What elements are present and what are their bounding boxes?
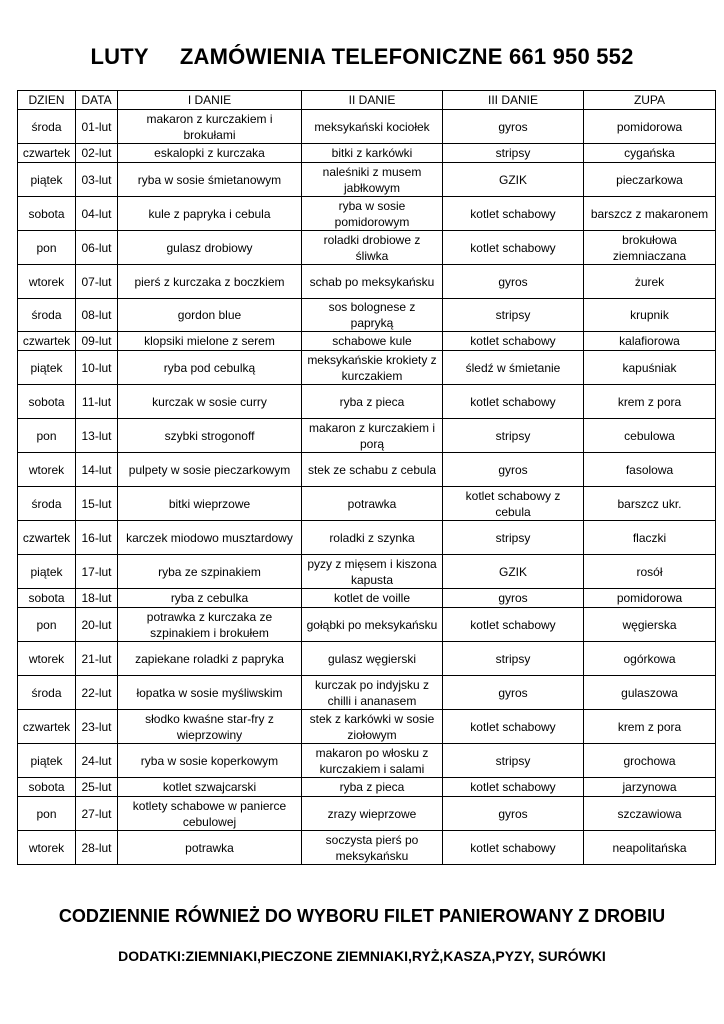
header-soup: ZUPA	[584, 91, 716, 110]
cell-date: 04-lut	[76, 197, 118, 231]
cell-day: środa	[18, 487, 76, 521]
cell-day: wtorek	[18, 453, 76, 487]
cell-third-course: stripsy	[443, 642, 584, 676]
cell-soup: kapuśniak	[584, 351, 716, 385]
cell-second-course: stek z karkówki w sosie ziołowym	[302, 710, 443, 744]
cell-second-course: soczysta pierś po meksykańsku	[302, 831, 443, 865]
cell-date: 25-lut	[76, 778, 118, 797]
cell-soup: rosół	[584, 555, 716, 589]
cell-third-course: stripsy	[443, 299, 584, 332]
cell-day: czwartek	[18, 521, 76, 555]
cell-third-course: gyros	[443, 676, 584, 710]
cell-first-course: ryba w sosie śmietanowym	[118, 163, 302, 197]
table-row	[18, 163, 716, 197]
cell-soup: krupnik	[584, 299, 716, 332]
cell-first-course: pulpety w sosie pieczarkowym	[118, 453, 302, 487]
daily-option-note: CODZIENNIE RÓWNIEŻ DO WYBORU FILET PANIEROWANY Z DROBIU	[58, 906, 666, 926]
cell-day: pon	[18, 797, 76, 831]
cell-date: 15-lut	[76, 487, 118, 521]
cell-day: pon	[18, 419, 76, 453]
cell-date: 13-lut	[76, 419, 118, 453]
cell-third-course: kotlet schabowy	[443, 231, 584, 265]
cell-soup: szczawiowa	[584, 797, 716, 831]
header-day: DZIEN	[18, 91, 76, 110]
cell-second-course: schabowe kule	[302, 332, 443, 351]
table-row	[18, 521, 716, 555]
cell-first-course: potrawka	[118, 831, 302, 865]
table-row	[18, 299, 716, 332]
cell-date: 06-lut	[76, 231, 118, 265]
table-row	[18, 555, 716, 589]
cell-day: sobota	[18, 385, 76, 419]
cell-soup: cygańska	[584, 144, 716, 163]
cell-date: 21-lut	[76, 642, 118, 676]
page-title: LUTY ZAMÓWIENIA TELEFONICZNE 661 950 552	[90, 44, 634, 69]
cell-soup: węgierska	[584, 608, 716, 642]
header-row	[18, 91, 716, 110]
cell-soup: krem z pora	[584, 385, 716, 419]
cell-day: czwartek	[18, 332, 76, 351]
cell-third-course: stripsy	[443, 419, 584, 453]
table-row	[18, 144, 716, 163]
cell-soup: ogórkowa	[584, 642, 716, 676]
cell-second-course: sos bolognese z papryką	[302, 299, 443, 332]
cell-first-course: gulasz drobiowy	[118, 231, 302, 265]
table-row	[18, 831, 716, 865]
table-row	[18, 676, 716, 710]
table-row	[18, 487, 716, 521]
cell-first-course: klopsiki mielone z serem	[118, 332, 302, 351]
cell-second-course: makaron po włosku z kurczakiem i salami	[302, 744, 443, 778]
cell-day: czwartek	[18, 144, 76, 163]
cell-third-course: śledź w śmietanie	[443, 351, 584, 385]
cell-third-course: gyros	[443, 797, 584, 831]
cell-third-course: kotlet schabowy	[443, 608, 584, 642]
header-third-course: III DANIE	[443, 91, 584, 110]
cell-second-course: ryba z pieca	[302, 385, 443, 419]
cell-second-course: roladki drobiowe z śliwka	[302, 231, 443, 265]
table-row	[18, 110, 716, 144]
cell-second-course: bitki z karkówki	[302, 144, 443, 163]
menu-table-header	[18, 91, 716, 110]
cell-date: 20-lut	[76, 608, 118, 642]
cell-second-course: ryba z pieca	[302, 778, 443, 797]
cell-second-course: kurczak po indyjsku z chilli i ananasem	[302, 676, 443, 710]
cell-third-course: kotlet schabowy	[443, 332, 584, 351]
cell-soup: żurek	[584, 265, 716, 299]
cell-date: 28-lut	[76, 831, 118, 865]
cell-day: środa	[18, 299, 76, 332]
cell-third-course: kotlet schabowy	[443, 385, 584, 419]
cell-second-course: potrawka	[302, 487, 443, 521]
table-row	[18, 744, 716, 778]
cell-soup: neapolitańska	[584, 831, 716, 865]
cell-day: pon	[18, 231, 76, 265]
table-row	[18, 778, 716, 797]
cell-first-course: ryba z cebulka	[118, 589, 302, 608]
cell-second-course: zrazy wieprzowe	[302, 797, 443, 831]
cell-second-course: makaron z kurczakiem i porą	[302, 419, 443, 453]
cell-date: 08-lut	[76, 299, 118, 332]
cell-date: 09-lut	[76, 332, 118, 351]
cell-soup: krem z pora	[584, 710, 716, 744]
cell-date: 14-lut	[76, 453, 118, 487]
cell-second-course: roladki z szynka	[302, 521, 443, 555]
cell-date: 16-lut	[76, 521, 118, 555]
cell-first-course: ryba pod cebulką	[118, 351, 302, 385]
cell-second-course: gulasz węgierski	[302, 642, 443, 676]
table-row	[18, 231, 716, 265]
cell-third-course: kotlet schabowy	[443, 197, 584, 231]
cell-day: piątek	[18, 163, 76, 197]
cell-first-course: słodko kwaśne star-fry z wieprzowiny	[118, 710, 302, 744]
cell-third-course: gyros	[443, 110, 584, 144]
cell-day: wtorek	[18, 831, 76, 865]
cell-soup: barszcz ukr.	[584, 487, 716, 521]
cell-soup: brokułowa ziemniaczana	[584, 231, 716, 265]
table-row	[18, 608, 716, 642]
cell-soup: pomidorowa	[584, 589, 716, 608]
cell-day: sobota	[18, 197, 76, 231]
cell-first-course: kurczak w sosie curry	[118, 385, 302, 419]
cell-soup: fasolowa	[584, 453, 716, 487]
cell-second-course: ryba w sosie pomidorowym	[302, 197, 443, 231]
cell-soup: grochowa	[584, 744, 716, 778]
cell-soup: pomidorowa	[584, 110, 716, 144]
table-row	[18, 419, 716, 453]
table-row	[18, 589, 716, 608]
cell-date: 18-lut	[76, 589, 118, 608]
cell-date: 10-lut	[76, 351, 118, 385]
table-row	[18, 453, 716, 487]
cell-third-course: kotlet schabowy z cebula	[443, 487, 584, 521]
cell-second-course: meksykańskie krokiety z kurczakiem	[302, 351, 443, 385]
cell-third-course: gyros	[443, 589, 584, 608]
table-row	[18, 710, 716, 744]
cell-first-course: łopatka w sosie myśliwskim	[118, 676, 302, 710]
menu-table-body	[18, 110, 716, 865]
cell-second-course: gołąbki po meksykańsku	[302, 608, 443, 642]
cell-date: 24-lut	[76, 744, 118, 778]
cell-third-course: stripsy	[443, 744, 584, 778]
cell-second-course: schab po meksykańsku	[302, 265, 443, 299]
cell-date: 07-lut	[76, 265, 118, 299]
cell-second-course: pyzy z mięsem i kiszona kapusta	[302, 555, 443, 589]
cell-third-course: stripsy	[443, 144, 584, 163]
table-row	[18, 385, 716, 419]
cell-date: 27-lut	[76, 797, 118, 831]
cell-day: sobota	[18, 589, 76, 608]
cell-day: piątek	[18, 555, 76, 589]
cell-date: 03-lut	[76, 163, 118, 197]
cell-day: środa	[18, 676, 76, 710]
cell-day: sobota	[18, 778, 76, 797]
table-row	[18, 332, 716, 351]
cell-date: 11-lut	[76, 385, 118, 419]
side-dishes-note: DODATKI:ZIEMNIAKI,PIECZONE ZIEMNIAKI,RYŻ,KASZA,PYZY, SURÓWKI	[118, 948, 606, 964]
cell-third-course: gyros	[443, 453, 584, 487]
cell-date: 17-lut	[76, 555, 118, 589]
cell-third-course: kotlet schabowy	[443, 710, 584, 744]
cell-first-course: szybki strogonoff	[118, 419, 302, 453]
cell-soup: flaczki	[584, 521, 716, 555]
cell-date: 02-lut	[76, 144, 118, 163]
cell-soup: kalafiorowa	[584, 332, 716, 351]
cell-third-course: gyros	[443, 265, 584, 299]
table-row	[18, 197, 716, 231]
header-first-course: I DANIE	[118, 91, 302, 110]
header-second-course: II DANIE	[302, 91, 443, 110]
cell-day: piątek	[18, 351, 76, 385]
cell-first-course: makaron z kurczakiem i brokułami	[118, 110, 302, 144]
cell-second-course: kotlet de voille	[302, 589, 443, 608]
header-date: DATA	[76, 91, 118, 110]
cell-first-course: zapiekane roladki z papryka	[118, 642, 302, 676]
cell-soup: jarzynowa	[584, 778, 716, 797]
table-row	[18, 797, 716, 831]
table-row	[18, 265, 716, 299]
cell-date: 01-lut	[76, 110, 118, 144]
cell-first-course: eskalopki z kurczaka	[118, 144, 302, 163]
cell-first-course: karczek miodowo musztardowy	[118, 521, 302, 555]
cell-date: 23-lut	[76, 710, 118, 744]
cell-third-course: kotlet schabowy	[443, 778, 584, 797]
cell-third-course: GZIK	[443, 555, 584, 589]
cell-first-course: gordon blue	[118, 299, 302, 332]
cell-day: pon	[18, 608, 76, 642]
cell-day: czwartek	[18, 710, 76, 744]
cell-date: 22-lut	[76, 676, 118, 710]
cell-soup: gulaszowa	[584, 676, 716, 710]
cell-third-course: GZIK	[443, 163, 584, 197]
cell-day: środa	[18, 110, 76, 144]
cell-day: wtorek	[18, 642, 76, 676]
cell-soup: pieczarkowa	[584, 163, 716, 197]
cell-first-course: kotlety schabowe w panierce cebulowej	[118, 797, 302, 831]
cell-second-course: stek ze schabu z cebula	[302, 453, 443, 487]
cell-day: piątek	[18, 744, 76, 778]
cell-soup: barszcz z makaronem	[584, 197, 716, 231]
cell-second-course: meksykański kociołek	[302, 110, 443, 144]
cell-first-course: ryba ze szpinakiem	[118, 555, 302, 589]
cell-first-course: kule z papryka i cebula	[118, 197, 302, 231]
cell-second-course: naleśniki z musem jabłkowym	[302, 163, 443, 197]
cell-third-course: stripsy	[443, 521, 584, 555]
table-row	[18, 351, 716, 385]
cell-soup: cebulowa	[584, 419, 716, 453]
cell-day: wtorek	[18, 265, 76, 299]
cell-first-course: ryba w sosie koperkowym	[118, 744, 302, 778]
cell-first-course: potrawka z kurczaka ze szpinakiem i brokułem	[118, 608, 302, 642]
menu-table	[17, 90, 716, 865]
cell-first-course: bitki wieprzowe	[118, 487, 302, 521]
cell-first-course: pierś z kurczaka z boczkiem	[118, 265, 302, 299]
cell-third-course: kotlet schabowy	[443, 831, 584, 865]
table-row	[18, 642, 716, 676]
cell-first-course: kotlet szwajcarski	[118, 778, 302, 797]
